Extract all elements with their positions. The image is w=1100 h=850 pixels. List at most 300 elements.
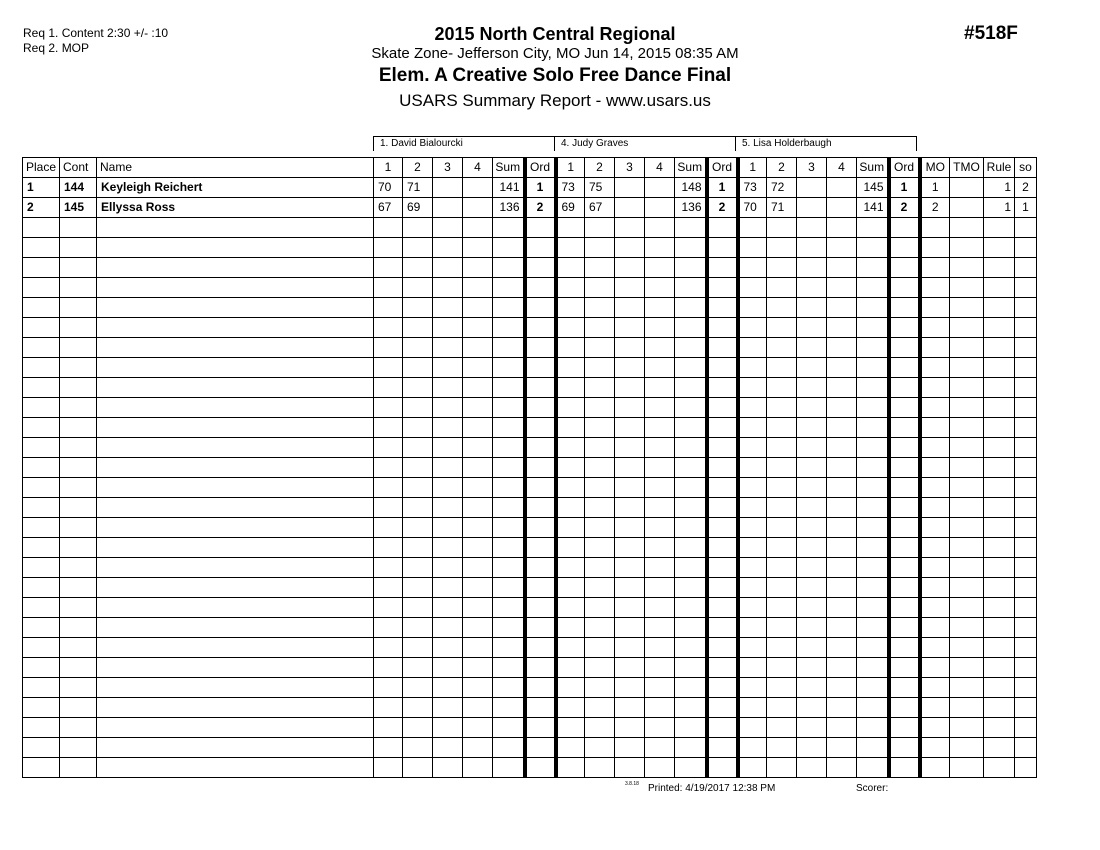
mark-cell [797, 758, 827, 778]
so-cell: 2 [1015, 178, 1037, 198]
mark-cell [433, 178, 463, 198]
mark-cell [767, 258, 797, 278]
sum-cell [857, 458, 889, 478]
mark-cell [433, 738, 463, 758]
mark-cell [403, 298, 433, 318]
mark-cell [767, 338, 797, 358]
tmo-header: TMO [950, 158, 984, 178]
sum-cell [493, 458, 525, 478]
mark-cell [433, 318, 463, 338]
rule-cell [984, 218, 1015, 238]
cont-cell [60, 678, 97, 698]
sum-cell: 148 [675, 178, 707, 198]
requirement-1: Req 1. Content 2:30 +/- :10 [23, 26, 169, 40]
ord-header: Ord [889, 158, 920, 178]
mark-cell [463, 198, 493, 218]
mark-cell [738, 718, 767, 738]
mark-cell [374, 258, 403, 278]
mark-cell [556, 498, 585, 518]
sum-cell [493, 258, 525, 278]
rule-cell [984, 238, 1015, 258]
mark-cell [645, 718, 675, 738]
mo-cell [920, 218, 950, 238]
tmo-cell [950, 698, 984, 718]
rule-cell [984, 478, 1015, 498]
sum-cell [493, 478, 525, 498]
mark-cell [374, 378, 403, 398]
ord-cell [525, 598, 556, 618]
mark-cell [615, 518, 645, 538]
sum-cell [857, 278, 889, 298]
place-cell [23, 718, 60, 738]
skater-name-cell [97, 618, 374, 638]
mo-cell [920, 398, 950, 418]
mark-cell [615, 498, 645, 518]
mo-cell [920, 458, 950, 478]
mark-cell [433, 278, 463, 298]
mark-cell [585, 518, 615, 538]
rule-cell [984, 718, 1015, 738]
so-cell [1015, 458, 1037, 478]
sum-cell [675, 638, 707, 658]
rule-cell: 1 [984, 198, 1015, 218]
sum-cell [675, 738, 707, 758]
so-cell [1015, 678, 1037, 698]
table-row [23, 698, 1037, 718]
mark-cell [556, 438, 585, 458]
ord-cell [889, 758, 920, 778]
ord-cell [707, 658, 738, 678]
ord-cell [525, 638, 556, 658]
mark-cell [767, 238, 797, 258]
place-cell [23, 598, 60, 618]
mark-cell [797, 418, 827, 438]
mark-cell [463, 658, 493, 678]
mark-cell [433, 218, 463, 238]
mark-cell [645, 378, 675, 398]
table-row [23, 318, 1037, 338]
rule-cell [984, 758, 1015, 778]
skater-name-cell [97, 318, 374, 338]
mark-cell [797, 658, 827, 678]
cont-cell [60, 318, 97, 338]
mark-cell [374, 578, 403, 598]
table-row [23, 358, 1037, 378]
mark-cell [615, 478, 645, 498]
sum-cell [857, 538, 889, 558]
table-row [23, 418, 1037, 438]
mark-cell [767, 478, 797, 498]
place-cell [23, 478, 60, 498]
ord-cell [525, 478, 556, 498]
skater-name-cell [97, 258, 374, 278]
mark-cell [797, 478, 827, 498]
mark-cell [433, 638, 463, 658]
mark-cell [738, 398, 767, 418]
mo-cell [920, 538, 950, 558]
skater-name-cell [97, 218, 374, 238]
cont-cell: 145 [60, 198, 97, 218]
mark-cell [797, 358, 827, 378]
cont-cell [60, 218, 97, 238]
mark-cell [615, 698, 645, 718]
mark-cell [797, 578, 827, 598]
ord-cell [889, 538, 920, 558]
sum-cell [675, 758, 707, 778]
place-cell [23, 558, 60, 578]
mark-cell [767, 638, 797, 658]
mark-cell [615, 758, 645, 778]
sum-cell [857, 218, 889, 238]
place-cell [23, 678, 60, 698]
place-cell [23, 498, 60, 518]
mark-cell [615, 218, 645, 238]
tmo-cell [950, 458, 984, 478]
tmo-cell [950, 258, 984, 278]
mark-cell [403, 638, 433, 658]
ord-cell [889, 218, 920, 238]
cont-cell [60, 638, 97, 658]
sum-cell [857, 578, 889, 598]
tmo-cell [950, 638, 984, 658]
mark-cell [433, 538, 463, 558]
mark-cell [374, 698, 403, 718]
mark-header: 1 [374, 158, 403, 178]
mark-cell [374, 738, 403, 758]
mark-cell [738, 238, 767, 258]
mark-cell [403, 218, 433, 238]
rule-cell [984, 678, 1015, 698]
mark-cell [403, 718, 433, 738]
sum-cell [493, 218, 525, 238]
place-cell [23, 458, 60, 478]
mark-cell [767, 618, 797, 638]
mark-cell [585, 358, 615, 378]
mark-cell [767, 678, 797, 698]
mark-cell [463, 698, 493, 718]
tmo-cell [950, 538, 984, 558]
mark-cell [585, 238, 615, 258]
skater-name-cell [97, 538, 374, 558]
sum-cell [857, 298, 889, 318]
mark-cell [556, 358, 585, 378]
mark-cell [738, 438, 767, 458]
ord-cell [889, 718, 920, 738]
mark-cell: 71 [767, 198, 797, 218]
ord-cell [525, 658, 556, 678]
mark-cell [403, 418, 433, 438]
rule-cell [984, 298, 1015, 318]
skater-name-cell [97, 518, 374, 538]
tmo-cell [950, 358, 984, 378]
ord-cell [889, 578, 920, 598]
ord-cell: 2 [889, 198, 920, 218]
mo-cell [920, 718, 950, 738]
mark-cell [827, 398, 857, 418]
mark-cell [585, 638, 615, 658]
mark-cell [374, 538, 403, 558]
mark-cell [403, 598, 433, 618]
skater-name-cell [97, 238, 374, 258]
place-cell [23, 378, 60, 398]
mark-cell [767, 518, 797, 538]
tmo-cell [950, 278, 984, 298]
mark-cell [403, 758, 433, 778]
mark-cell [463, 358, 493, 378]
mark-cell [403, 458, 433, 478]
ord-cell: 2 [525, 198, 556, 218]
mark-cell [556, 238, 585, 258]
mark-cell [797, 398, 827, 418]
sum-cell [857, 558, 889, 578]
ord-cell [707, 478, 738, 498]
ord-cell [707, 718, 738, 738]
sum-header: Sum [675, 158, 707, 178]
mark-cell [556, 218, 585, 238]
sum-cell [493, 738, 525, 758]
mark-cell [738, 258, 767, 278]
sum-cell [675, 718, 707, 738]
mark-cell [585, 338, 615, 358]
printed-timestamp: Printed: 4/19/2017 12:38 PM [648, 783, 776, 794]
ord-cell [889, 238, 920, 258]
mark-cell [615, 678, 645, 698]
mark-cell [645, 558, 675, 578]
ord-cell [525, 698, 556, 718]
cont-cell [60, 598, 97, 618]
mark-cell [797, 718, 827, 738]
mark-cell [556, 538, 585, 558]
so-cell [1015, 698, 1037, 718]
mark-cell [767, 378, 797, 398]
ord-cell [707, 398, 738, 418]
mark-cell [827, 658, 857, 678]
mark-cell [556, 378, 585, 398]
mark-cell [463, 758, 493, 778]
ord-cell [889, 298, 920, 318]
mark-cell [615, 318, 645, 338]
tmo-cell [950, 198, 984, 218]
mark-cell [556, 598, 585, 618]
place-cell [23, 738, 60, 758]
mo-cell [920, 478, 950, 498]
mark-cell [738, 278, 767, 298]
ord-cell [525, 538, 556, 558]
ord-cell [707, 298, 738, 318]
table-row [23, 558, 1037, 578]
mark-cell [615, 578, 645, 598]
mark-cell [585, 418, 615, 438]
sum-cell [857, 418, 889, 438]
ord-cell [889, 338, 920, 358]
sum-cell: 136 [493, 198, 525, 218]
mark-cell [403, 518, 433, 538]
mark-cell [615, 298, 645, 318]
mo-cell [920, 598, 950, 618]
mark-cell [827, 458, 857, 478]
sum-cell [493, 518, 525, 538]
sum-cell [493, 538, 525, 558]
ord-cell [707, 238, 738, 258]
mark-cell [585, 318, 615, 338]
mark-cell [767, 718, 797, 738]
ord-cell [525, 518, 556, 538]
mark-cell [463, 318, 493, 338]
tmo-cell [950, 178, 984, 198]
mark-cell [827, 678, 857, 698]
table-row [23, 538, 1037, 558]
event-name: Elem. A Creative Solo Free Dance Final [378, 65, 732, 86]
mark-cell [827, 298, 857, 318]
mark-cell [463, 378, 493, 398]
mo-cell [920, 278, 950, 298]
so-cell [1015, 398, 1037, 418]
so-cell [1015, 218, 1037, 238]
mark-cell [463, 738, 493, 758]
sum-cell [857, 718, 889, 738]
mark-cell [463, 438, 493, 458]
ord-cell [525, 418, 556, 438]
rule-cell [984, 458, 1015, 478]
rule-cell [984, 438, 1015, 458]
mark-cell [556, 298, 585, 318]
mark-cell [463, 298, 493, 318]
table-row [23, 518, 1037, 538]
judge-name: 4. Judy Graves [555, 137, 736, 152]
sum-cell [675, 518, 707, 538]
cont-cell [60, 758, 97, 778]
mark-header: 2 [767, 158, 797, 178]
sum-cell: 141 [493, 178, 525, 198]
tmo-cell [950, 518, 984, 538]
mark-cell [797, 298, 827, 318]
ord-cell [889, 458, 920, 478]
place-cell: 1 [23, 178, 60, 198]
ord-cell [525, 358, 556, 378]
mark-cell [738, 498, 767, 518]
sum-cell [675, 618, 707, 638]
mark-cell [433, 298, 463, 318]
mo-cell [920, 618, 950, 638]
ord-cell [889, 478, 920, 498]
mark-cell [463, 398, 493, 418]
cont-cell [60, 618, 97, 638]
mark-cell [433, 758, 463, 778]
mark-cell [645, 398, 675, 418]
table-row [23, 618, 1037, 638]
mark-cell [556, 618, 585, 638]
mark-cell [374, 678, 403, 698]
ord-cell [707, 518, 738, 538]
mark-cell [433, 398, 463, 418]
table-row [23, 758, 1037, 778]
sum-cell [493, 598, 525, 618]
sum-cell [675, 458, 707, 478]
mark-cell [738, 658, 767, 678]
so-cell [1015, 658, 1037, 678]
mark-cell [403, 358, 433, 378]
mark-cell [585, 758, 615, 778]
sum-cell [857, 318, 889, 338]
ord-cell [525, 378, 556, 398]
mark-cell [433, 678, 463, 698]
mark-cell [797, 318, 827, 338]
ord-cell [707, 758, 738, 778]
sum-cell [493, 638, 525, 658]
ord-cell: 1 [525, 178, 556, 198]
mark-cell [374, 318, 403, 338]
cont-cell [60, 438, 97, 458]
mark-cell [615, 338, 645, 358]
mark-cell [767, 558, 797, 578]
mark-header: 4 [463, 158, 493, 178]
mark-cell [767, 278, 797, 298]
place-cell [23, 638, 60, 658]
ord-cell [707, 558, 738, 578]
mark-cell [827, 278, 857, 298]
mark-cell [797, 738, 827, 758]
mark-cell [645, 458, 675, 478]
sum-cell [857, 678, 889, 698]
ord-cell: 2 [707, 198, 738, 218]
mark-cell [463, 598, 493, 618]
mark-cell [738, 538, 767, 558]
mark-cell [645, 518, 675, 538]
ord-cell [525, 618, 556, 638]
sum-header: Sum [857, 158, 889, 178]
mo-cell [920, 738, 950, 758]
skater-name-cell [97, 378, 374, 398]
sum-cell [493, 278, 525, 298]
mark-cell [463, 538, 493, 558]
table-row [23, 278, 1037, 298]
mark-cell [433, 698, 463, 718]
cont-cell [60, 398, 97, 418]
mark-cell [556, 318, 585, 338]
mark-cell [374, 338, 403, 358]
mark-cell [797, 198, 827, 218]
ord-cell [525, 558, 556, 578]
skater-name-cell [97, 738, 374, 758]
ord-cell [707, 698, 738, 718]
sum-cell [857, 758, 889, 778]
rule-cell [984, 638, 1015, 658]
place-cell [23, 698, 60, 718]
skater-name-cell [97, 718, 374, 738]
mark-cell [463, 218, 493, 238]
mo-cell [920, 318, 950, 338]
mark-cell [645, 578, 675, 598]
mark-cell [827, 358, 857, 378]
ord-cell [525, 718, 556, 738]
mo-cell [920, 578, 950, 598]
so-cell [1015, 578, 1037, 598]
cont-cell [60, 718, 97, 738]
mark-cell [738, 318, 767, 338]
mark-cell [767, 458, 797, 478]
place-cell: 2 [23, 198, 60, 218]
ord-cell [889, 638, 920, 658]
mo-cell [920, 698, 950, 718]
mark-cell [463, 498, 493, 518]
table-row [23, 578, 1037, 598]
ord-cell: 1 [707, 178, 738, 198]
so-cell [1015, 498, 1037, 518]
ord-cell [525, 398, 556, 418]
mark-cell [585, 498, 615, 518]
place-cell [23, 258, 60, 278]
sum-cell [857, 498, 889, 518]
